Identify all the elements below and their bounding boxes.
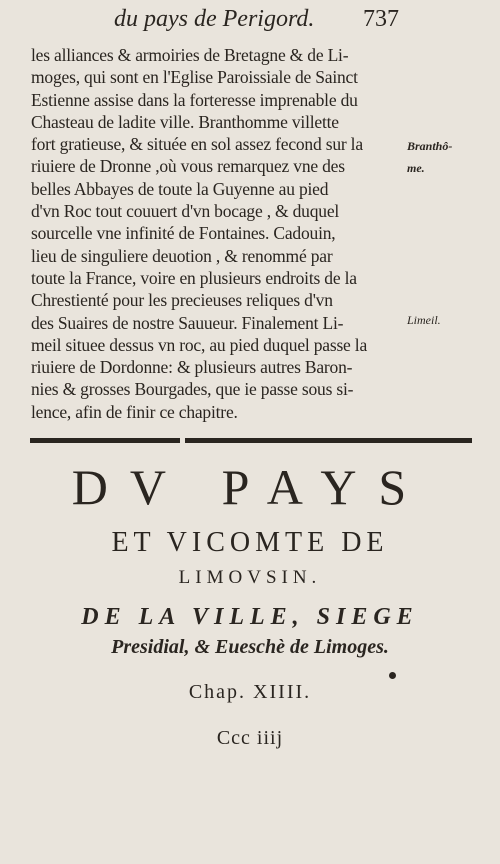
text-line: Estienne assise dans la forteresse imprenable du — [31, 89, 358, 110]
chapter-subtitle-region: LIMOVSIN. — [178, 567, 322, 588]
running-head: du pays de Perigord. — [114, 6, 315, 32]
chapter-subtitle: ET VICOMTE DE — [111, 527, 389, 558]
printer-signature: Ccc iiij — [216, 727, 284, 749]
text-line: toute la France, voire en plusieurs endroits de la — [31, 267, 357, 288]
text-line: meil situee dessus vn roc, au pied duquel passe la — [31, 334, 368, 355]
text-line: moges, qui sont en l'Eglise Paroissiale de Sainct — [31, 67, 358, 88]
text-line: riuiere de Dordonne: & plusieurs autres Baron- — [31, 357, 353, 378]
text-line: Chrestienté pour les precieuses reliques d'vn — [31, 290, 333, 311]
text-line: des Suaires de nostre Sauueur. Finalement Li- — [31, 312, 344, 333]
margin-note: Limeil. — [407, 313, 441, 327]
margin-note: me. — [407, 161, 425, 175]
text-line: lence, afin de finir ce chapitre. — [31, 401, 238, 422]
text-line: les alliances & armoiries de Bretagne & de Li- — [31, 45, 349, 65]
chapter-number: Chap. XIIII. — [188, 681, 312, 703]
text-line: belles Abbayes de toute la Guyenne au pied — [31, 178, 329, 199]
margin-note: Branthô- — [407, 139, 453, 153]
text-line: lieu de singuliere deuotion , & renommé par — [31, 245, 333, 266]
page-header — [0, 4, 500, 34]
text-line: sourcelle vne infinité de Fontaines. Cadouin, — [31, 223, 336, 244]
text-line: fort gratieuse, & située en sol assez fecond sur la — [31, 134, 363, 155]
text-line: Chasteau de ladite ville. Branthomme villette — [31, 111, 339, 132]
text-line: d'vn Roc tout couuert d'vn bocage , & duquel — [31, 201, 340, 222]
body-text — [31, 44, 403, 423]
section-subheading: Presidial, & Eueschè de Limoges. — [111, 636, 389, 658]
ink-dot — [389, 672, 396, 679]
text-line: riuiere de Dronne ,où vous remarquez vne des — [31, 156, 345, 177]
text-line: nies & grosses Bourgades, que ie passe sous si- — [31, 379, 354, 400]
section-divider — [30, 438, 472, 444]
section-heading: DE LA VILLE, SIEGE — [81, 604, 419, 630]
divider-segment — [185, 438, 472, 443]
page-number: 737 — [363, 6, 399, 32]
chapter-title: DV PAYS — [71, 459, 429, 515]
divider-segment — [30, 438, 180, 443]
